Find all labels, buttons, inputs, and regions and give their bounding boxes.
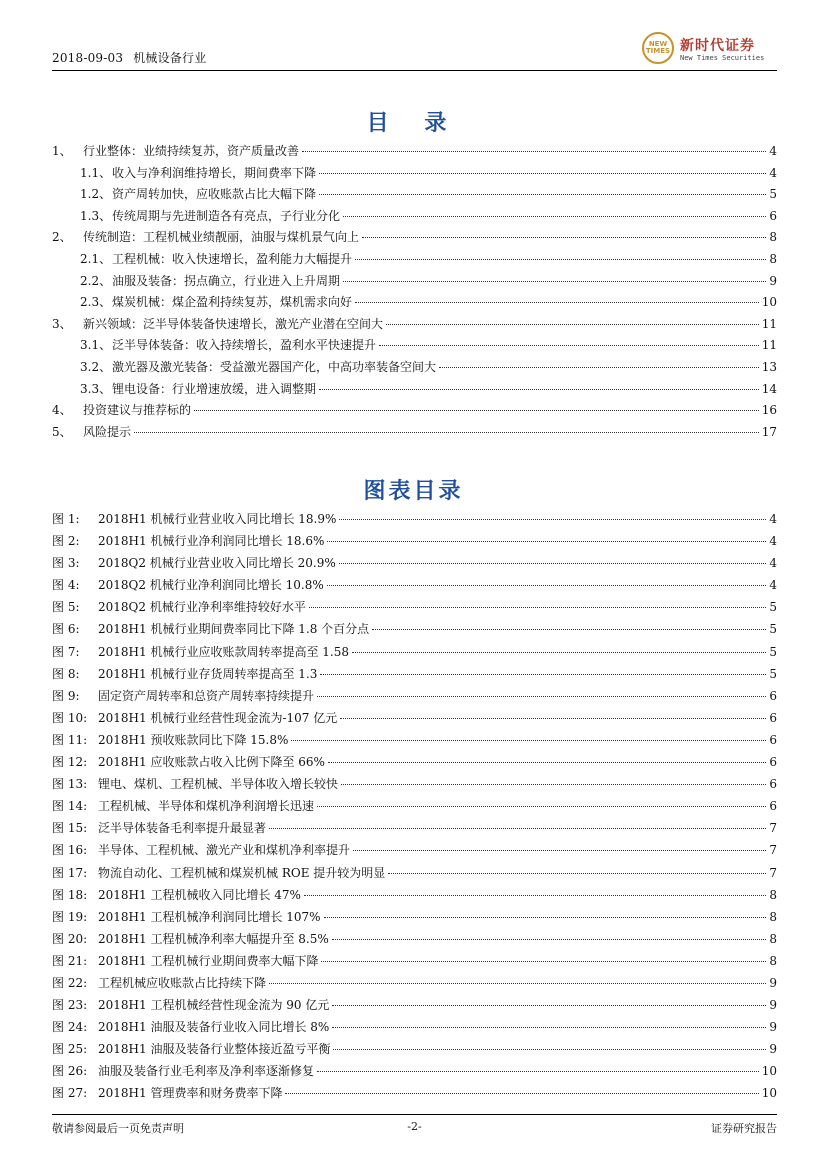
- toc-entry-number: 2、: [52, 230, 72, 245]
- toc-entry-title: 锂电设备：行业增速放缓，进入调整期: [112, 381, 317, 396]
- figure-leader-dots: [353, 850, 766, 851]
- toc-entry-number: 2.2、: [80, 273, 112, 288]
- figure-entry-number: 图 21:: [52, 953, 88, 968]
- figure-entry-page: 6: [769, 732, 777, 747]
- figure-entry-title: 2018H1 应收账款占收入比例下降至 66%: [98, 755, 325, 770]
- company-logo: [642, 30, 777, 70]
- figure-entry-number: 图 5:: [52, 600, 80, 615]
- logo-badge-icon: NEW TIMES: [642, 32, 674, 64]
- figure-leader-dots: [352, 652, 766, 653]
- toc-entry[interactable]: [52, 185, 777, 207]
- toc-entry-page: 8: [769, 251, 777, 266]
- figure-entry[interactable]: [52, 952, 777, 974]
- toc-entry-number: 4、: [52, 403, 72, 418]
- figure-entry[interactable]: [52, 665, 777, 687]
- figure-entry-title: 2018H1 机械行业期间费率同比下降 1.8 个百分点: [98, 622, 370, 637]
- figure-entry-page: 6: [769, 777, 777, 792]
- toc-entry-title: 煤炭机械：煤企盈利持续复苏，煤机需求向好: [112, 295, 353, 310]
- figure-entry-number: 图 19:: [52, 909, 88, 924]
- figure-entry-page: 7: [769, 821, 777, 836]
- figure-entry[interactable]: [52, 532, 777, 554]
- figure-leader-dots: [332, 1005, 766, 1006]
- figure-entry-page: 4: [769, 534, 777, 549]
- figure-entry-title: 工程机械、半导体和煤机净利润增长迅速: [98, 799, 315, 814]
- figure-entry-number: 图 22:: [52, 975, 88, 990]
- toc-entry-page: 11: [761, 316, 777, 331]
- header-date: 2018-09-03: [52, 51, 124, 65]
- figure-entry[interactable]: [52, 620, 777, 642]
- figure-entry-page: 6: [769, 799, 777, 814]
- toc-leader-dots: [379, 345, 759, 346]
- figure-entry[interactable]: [52, 753, 777, 775]
- toc-entry[interactable]: [52, 423, 777, 445]
- figure-entry-page: 8: [769, 953, 777, 968]
- figures-title: 图表目录: [363, 479, 464, 504]
- figure-entry-number: 图 4:: [52, 578, 80, 593]
- figure-entry-title: 半导体、工程机械、激光产业和煤机净利率提升: [98, 843, 351, 858]
- figure-leader-dots: [328, 762, 766, 763]
- page-footer: [52, 1120, 777, 1136]
- figure-entry-title: 泛半导体装备毛利率提升最显著: [98, 821, 267, 836]
- figure-leader-dots: [269, 828, 766, 829]
- toc-entry-title: 激光器及激光装备：受益激光器国产化，中高功率装备空间大: [112, 359, 437, 374]
- toc-leader-dots: [343, 281, 766, 282]
- toc-entry-title: 风险提示: [83, 424, 132, 439]
- figure-entry-title: 2018Q2 机械行业营业收入同比增长 20.9%: [98, 556, 336, 571]
- figure-entry-page: 10: [761, 1064, 777, 1079]
- figure-entry[interactable]: [52, 864, 777, 886]
- figure-entry-number: 图 16:: [52, 843, 88, 858]
- figure-entry-page: 8: [769, 887, 777, 902]
- figure-entry-page: 4: [769, 556, 777, 571]
- figure-entry-number: 图 9:: [52, 688, 80, 703]
- figure-entry[interactable]: [52, 554, 777, 576]
- toc-entry-number: 3、: [52, 316, 72, 331]
- figure-entry-number: 图 12:: [52, 755, 88, 770]
- figure-entry[interactable]: [52, 1018, 777, 1040]
- figure-entry[interactable]: [52, 974, 777, 996]
- figure-entry-title: 2018H1 工程机械净利率大幅提升至 8.5%: [98, 931, 329, 946]
- figure-leader-dots: [269, 983, 766, 984]
- figure-leader-dots: [291, 740, 766, 741]
- toc-entry[interactable]: [52, 250, 777, 272]
- figure-leader-dots: [304, 895, 766, 896]
- toc-entry-number: 2.3、: [80, 295, 112, 310]
- figure-leader-dots: [333, 1049, 766, 1050]
- toc-entry-number: 3.2、: [80, 359, 112, 374]
- toc-entry-page: 16: [761, 403, 777, 418]
- header-divider: [52, 70, 777, 71]
- figure-entry[interactable]: [52, 1062, 777, 1084]
- figure-entry-number: 图 18:: [52, 887, 88, 902]
- figure-entry-page: 5: [769, 644, 777, 659]
- figure-entry-number: 图 25:: [52, 1042, 88, 1057]
- figure-entry[interactable]: [52, 598, 777, 620]
- figure-entry-title: 2018H1 机械行业营业收入同比增长 18.9%: [98, 512, 337, 526]
- toc-entry-page: 17: [761, 424, 777, 439]
- figure-leader-dots: [309, 607, 767, 608]
- figure-entry-page: 5: [769, 666, 777, 681]
- figure-entry-page: 9: [769, 975, 777, 990]
- toc-entry-title: 油服及装备：拐点确立，行业进入上升周期: [112, 273, 341, 288]
- toc-entry-page: 13: [761, 359, 777, 374]
- figure-entry-page: 9: [769, 998, 777, 1013]
- figure-leader-dots: [327, 541, 766, 542]
- figure-entry[interactable]: [52, 797, 777, 819]
- figure-entry-number: 图 2:: [52, 534, 80, 549]
- figure-entry-page: 10: [761, 1086, 777, 1101]
- figure-entry-number: 图 1:: [52, 512, 80, 526]
- figure-entry[interactable]: [52, 775, 777, 797]
- figure-entry-page: 9: [769, 1042, 777, 1057]
- figure-entry-number: 图 14:: [52, 799, 88, 814]
- figure-entry[interactable]: [52, 643, 777, 665]
- toc-entry-page: 8: [769, 230, 777, 245]
- figure-entry[interactable]: [52, 930, 777, 952]
- logo-name: 新时代证券: [680, 38, 755, 54]
- figure-entry-page: 7: [769, 843, 777, 858]
- toc-leader-dots: [355, 302, 759, 303]
- figure-leader-dots: [320, 674, 766, 675]
- figure-entry[interactable]: [52, 1084, 777, 1106]
- figure-entry[interactable]: [52, 1040, 777, 1062]
- figure-entry-number: 图 23:: [52, 998, 88, 1013]
- logo-subtitle: New Times Securities: [680, 54, 765, 62]
- figure-entry-title: 油服及装备行业毛利率及净利率逐渐修复: [98, 1064, 315, 1079]
- page-header: [52, 30, 777, 70]
- figure-entry-page: 8: [769, 909, 777, 924]
- figure-entry-page: 4: [769, 512, 777, 526]
- figure-entry[interactable]: [52, 576, 777, 598]
- figure-entry-title: 2018H1 机械行业净利润同比增长 18.6%: [98, 534, 325, 549]
- figure-entry-number: 图 6:: [52, 622, 80, 637]
- figure-leader-dots: [332, 939, 767, 940]
- figure-entry-title: 2018H1 机械行业应收账款周转率提高至 1.58: [98, 644, 349, 659]
- figure-entry-page: 9: [769, 1020, 777, 1035]
- figure-leader-dots: [372, 629, 766, 630]
- toc-entry-number: 3.1、: [80, 338, 112, 353]
- toc-leader-dots: [319, 173, 766, 174]
- figure-leader-dots: [317, 1071, 759, 1072]
- toc-entry-number: 1.2、: [80, 187, 112, 202]
- toc-entry-number: 3.3、: [80, 381, 112, 396]
- figure-entry-number: 图 7:: [52, 644, 80, 659]
- figure-entry[interactable]: [52, 687, 777, 709]
- toc-entry-page: 5: [769, 187, 777, 202]
- toc-entry-number: 1.3、: [80, 208, 112, 223]
- figure-leader-dots: [340, 718, 766, 719]
- toc-entry-number: 5、: [52, 424, 72, 439]
- figure-entry-page: 6: [769, 688, 777, 703]
- toc-entry-page: 10: [761, 295, 777, 310]
- figure-entry-title: 2018Q2 机械行业净利率维持较好水平: [98, 600, 306, 615]
- figure-entry-page: 5: [769, 600, 777, 615]
- figure-leader-dots: [388, 873, 766, 874]
- toc-entry[interactable]: [52, 272, 777, 294]
- footer-report-type: 证券研究报告: [711, 1122, 777, 1135]
- toc-entry-title: 泛半导体装备：收入持续增长，盈利水平快速提升: [112, 338, 377, 353]
- figure-entry-number: 图 3:: [52, 556, 80, 571]
- header-text: [52, 49, 206, 66]
- page-number: -2-: [407, 1120, 422, 1133]
- toc-entry-title: 收入与净利润维持增长，期间费率下降: [112, 165, 317, 180]
- figure-entry-number: 图 26:: [52, 1064, 88, 1079]
- figure-entry-title: 2018Q2 机械行业净利润同比增长 10.8%: [98, 578, 324, 593]
- figure-entry-title: 2018H1 管理费率和财务费率下降: [98, 1086, 283, 1101]
- table-of-contents: [52, 142, 777, 444]
- figure-leader-dots: [285, 1093, 758, 1094]
- figure-entry-number: 图 8:: [52, 666, 80, 681]
- toc-entry-title: 行业整体：业绩持续复苏，资产质量改善: [83, 144, 300, 158]
- toc-entry-page: 4: [769, 165, 777, 180]
- figure-entry-title: 固定资产周转率和总资产周转率持续提升: [98, 688, 315, 703]
- figure-entry[interactable]: [52, 510, 777, 532]
- toc-leader-dots: [319, 194, 766, 195]
- toc-entry[interactable]: [52, 358, 777, 380]
- toc-entry[interactable]: [52, 380, 777, 402]
- figure-entry-number: 图 17:: [52, 865, 88, 880]
- footer-disclaimer: 敬请参阅最后一页免责声明: [52, 1122, 184, 1135]
- figure-list: [52, 510, 777, 1107]
- figure-entry-page: 8: [769, 931, 777, 946]
- figure-leader-dots: [332, 1027, 766, 1028]
- figure-entry-number: 图 24:: [52, 1020, 88, 1035]
- figure-entry-page: 5: [769, 622, 777, 637]
- toc-entry[interactable]: [52, 293, 777, 315]
- toc-entry-title: 传统周期与先进制造各有亮点，子行业分化: [112, 208, 341, 223]
- figure-entry-title: 2018H1 工程机械净利润同比增长 107%: [98, 909, 321, 924]
- toc-entry-page: 6: [769, 208, 777, 223]
- figure-entry-title: 工程机械应收账款占比持续下降: [98, 975, 267, 990]
- figure-leader-dots: [321, 961, 766, 962]
- figure-entry-page: 6: [769, 710, 777, 725]
- figure-entry-number: 图 20:: [52, 931, 88, 946]
- toc-entry[interactable]: [52, 315, 777, 337]
- toc-entry-page: 4: [769, 144, 777, 158]
- toc-entry-title: 资产周转加快，应收账款占比大幅下降: [112, 187, 317, 202]
- figure-entry[interactable]: [52, 908, 777, 930]
- figure-entry[interactable]: [52, 841, 777, 863]
- figure-leader-dots: [324, 917, 767, 918]
- toc-entry-title: 新兴领域：泛半导体装备快速增长，激光产业潜在空间大: [83, 316, 384, 331]
- toc-entry-page: 14: [761, 381, 777, 396]
- figure-entry-number: 图 15:: [52, 821, 88, 836]
- figure-leader-dots: [317, 696, 766, 697]
- toc-entry[interactable]: [52, 164, 777, 186]
- figure-entry-number: 图 27:: [52, 1086, 88, 1101]
- figure-entry-title: 锂电、煤机、工程机械、半导体收入增长较快: [98, 777, 339, 792]
- toc-leader-dots: [386, 324, 759, 325]
- figure-entry-page: 7: [769, 865, 777, 880]
- toc-entry[interactable]: [52, 228, 777, 250]
- figure-entry-title: 2018H1 机械行业经营性现金流为-107 亿元: [98, 710, 338, 725]
- toc-entry-page: 11: [761, 338, 777, 353]
- toc-leader-dots: [355, 259, 766, 260]
- figure-entry-number: 图 10:: [52, 710, 88, 725]
- figure-leader-dots: [341, 784, 766, 785]
- figure-leader-dots: [327, 585, 767, 586]
- toc-entry-number: 2.1、: [80, 251, 112, 266]
- figure-entry-title: 物流自动化、工程机械和煤炭机械 ROE 提升较为明显: [98, 865, 386, 880]
- figure-entry[interactable]: [52, 731, 777, 753]
- figure-entry-title: 2018H1 预收账款同比下降 15.8%: [98, 732, 289, 747]
- figure-leader-dots: [339, 519, 766, 520]
- figure-entry-title: 2018H1 机械行业存货周转率提高至 1.3: [98, 666, 318, 681]
- figure-entry[interactable]: [52, 709, 777, 731]
- toc-leader-dots: [302, 151, 766, 152]
- toc-entry[interactable]: [52, 336, 777, 358]
- toc-entry-title: 工程机械：收入快速增长，盈利能力大幅提升: [112, 251, 353, 266]
- toc-entry-number: 1、: [52, 144, 72, 158]
- toc-leader-dots: [194, 410, 759, 411]
- figure-entry-page: 6: [769, 755, 777, 770]
- toc-leader-dots: [343, 216, 766, 217]
- toc-entry[interactable]: [52, 401, 777, 423]
- footer-divider: [52, 1114, 777, 1115]
- toc-entry-title: 投资建议与推荐标的: [83, 403, 192, 418]
- figure-entry[interactable]: [52, 996, 777, 1018]
- figure-entry-number: 图 11:: [52, 732, 88, 747]
- toc-entry-title: 传统制造：工程机械业绩靓丽，油服与煤机景气向上: [83, 230, 360, 245]
- toc-title: 目 录: [366, 111, 461, 136]
- toc-entry-page: 9: [769, 273, 777, 288]
- figure-entry[interactable]: [52, 819, 777, 841]
- figure-entry-number: 图 13:: [52, 777, 88, 792]
- toc-entry[interactable]: [52, 142, 777, 164]
- figure-entry-title: 2018H1 工程机械收入同比增长 47%: [98, 887, 301, 902]
- figure-leader-dots: [317, 806, 766, 807]
- figure-entry[interactable]: [52, 886, 777, 908]
- toc-leader-dots: [362, 237, 766, 238]
- figure-entry-title: 2018H1 油服及装备行业收入同比增长 8%: [98, 1020, 330, 1035]
- toc-leader-dots: [439, 367, 759, 368]
- toc-entry[interactable]: [52, 207, 777, 229]
- toc-leader-dots: [134, 432, 759, 433]
- figure-entry-title: 2018H1 油服及装备行业整体接近盈亏平衡: [98, 1042, 331, 1057]
- figure-leader-dots: [339, 563, 767, 564]
- header-industry: 机械设备行业: [133, 51, 207, 65]
- toc-leader-dots: [319, 389, 759, 390]
- figure-entry-title: 2018H1 工程机械行业期间费率大幅下降: [98, 953, 319, 968]
- figure-entry-page: 4: [769, 578, 777, 593]
- toc-entry-number: 1.1、: [80, 165, 112, 180]
- figure-entry-title: 2018H1 工程机械经营性现金流为 90 亿元: [98, 998, 330, 1013]
